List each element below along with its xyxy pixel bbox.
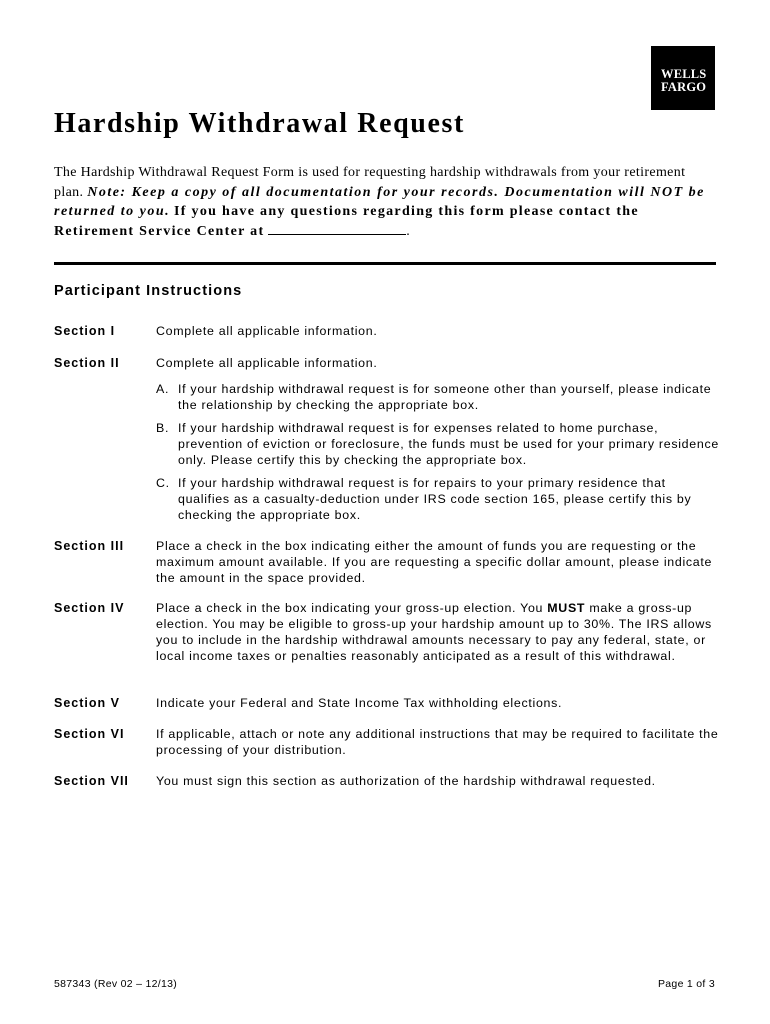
intro-question-end: .	[406, 223, 411, 239]
item-text: If your hardship withdrawal request is for expenses related to home purchase, prevention of eviction or foreclosure, the funds must be used for your primary residence only. Please certify this by checking the appropriate box.	[178, 421, 719, 467]
logo-line-1: WELLS	[661, 67, 707, 81]
section-1-label: Section I	[54, 324, 116, 338]
section-2-label: Section II	[54, 356, 120, 370]
intro-paragraph	[54, 163, 714, 241]
section-4-text	[156, 600, 721, 664]
item-letter: B.	[156, 421, 170, 435]
page-title: Hardship Withdrawal Request	[54, 108, 465, 139]
item-text: If your hardship withdrawal request is for someone other than yourself, please indicate the relationship by checking the appropriate box.	[178, 382, 712, 412]
section-4-label: Section IV	[54, 601, 125, 615]
intro-text: The Hardship Withdrawal Request Form is used for requesting hardship withdrawals from your retirement plan.	[54, 165, 686, 200]
section-7-label: Section VII	[54, 774, 129, 788]
item-letter: A.	[156, 382, 170, 396]
section-2-item-c	[156, 475, 721, 523]
section-3-text: Place a check in the box indicating either the amount of funds you are requesting or the maximum amount available. If you are requesting a specific dollar amount, please indicate the amount in the space provided.	[156, 539, 713, 585]
item-letter: C.	[156, 476, 170, 490]
section-4-text-before: Place a check in the box indicating your gross-up election. You	[156, 601, 544, 615]
item-text: If your hardship withdrawal request is for repairs to your primary residence that qualifies as a casualty-deduction under IRS code section 165, please certify this by checking the appropriate box.	[178, 476, 692, 522]
wells-fargo-logo	[651, 46, 715, 110]
instructions-heading: Participant Instructions	[54, 283, 243, 299]
section-5-text: Indicate your Federal and State Income Tax withholding elections.	[156, 696, 563, 710]
section-6-label: Section VI	[54, 727, 125, 741]
logo-line-2: FARGO	[661, 80, 707, 94]
intro-note: Note: Keep a copy of all documentation for your records. Documentation will NOT be returned to you.	[54, 184, 705, 219]
section-4-text-after: make a gross-up election. You may be eligible to gross-up your hardship amount up to 30%. The IRS allows you to include in the hardship withdrawal amounts necessary to pay any federal, state, or local income taxes or penalties reasonably anticipated as a result of this withdrawal.	[156, 601, 712, 663]
section-1-text: Complete all applicable information.	[156, 324, 378, 338]
section-7-text: You must sign this section as authorization of the hardship withdrawal requested.	[156, 774, 656, 788]
section-6-text: If applicable, attach or note any additional instructions that may be required to facilitate the processing of your distribution.	[156, 727, 719, 757]
phone-blank-line	[268, 222, 406, 235]
form-number: 587343 (Rev 02 – 12/13)	[54, 978, 178, 990]
intro-question: If you have any questions regarding this form please contact the Retirement Service Center at	[54, 204, 639, 239]
page-number: Page 1 of 3	[657, 978, 715, 990]
section-5-label: Section V	[54, 696, 120, 710]
section-divider	[54, 262, 716, 265]
section-4-text-bold: MUST	[547, 601, 586, 615]
section-3-label: Section III	[54, 539, 125, 553]
section-2-item-a	[156, 381, 721, 413]
section-2-text: Complete all applicable information.	[156, 356, 378, 370]
section-2-item-b	[156, 420, 721, 468]
